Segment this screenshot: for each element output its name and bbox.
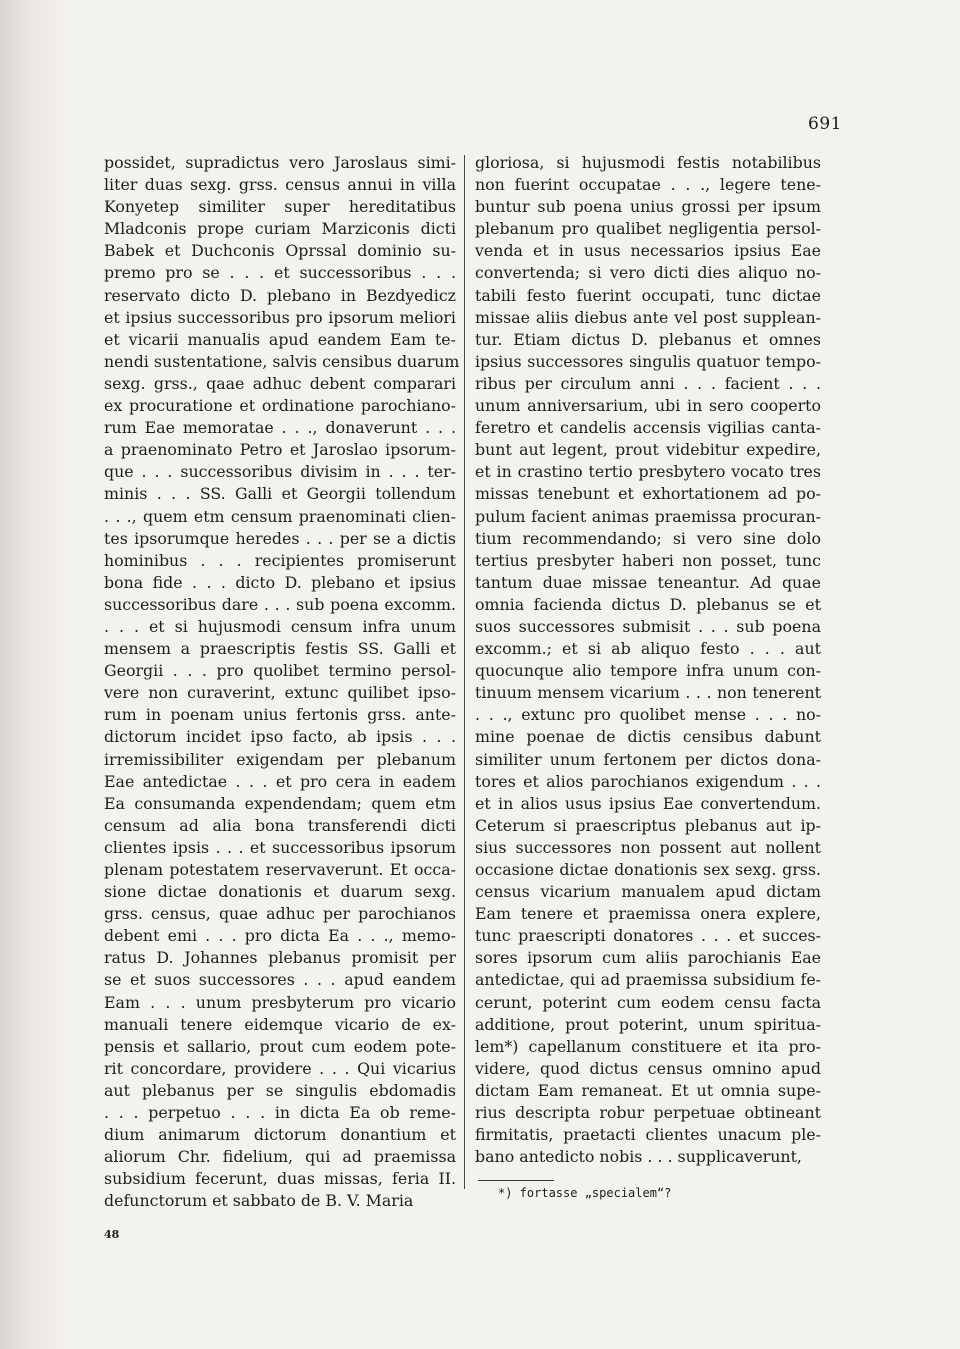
text-line: tes ipsorumque heredes . . . per se a dictis bbox=[104, 528, 456, 548]
text-line: . . ., quem etm censum praenominati clien- bbox=[104, 506, 456, 526]
footnote-divider bbox=[478, 1180, 554, 1181]
text-line: pensis et sallario, prout cum eodem pote- bbox=[104, 1036, 456, 1056]
text-line: manuali tenere eidemque vicario de ex- bbox=[104, 1014, 456, 1034]
text-line: additione, prout poterint, unum spiritua- bbox=[475, 1014, 821, 1034]
text-line: et vicarii manualis apud eandem Eam te- bbox=[104, 329, 456, 349]
text-line: se et suos successores . . . apud eandem bbox=[104, 970, 456, 990]
text-line: nendi sustentatione, salvis censibus duarum bbox=[104, 351, 460, 371]
text-line: mine poenae de dictis censibus dabunt bbox=[475, 727, 821, 747]
text-line: . . . perpetuo . . . in dicta Ea ob reme- bbox=[104, 1103, 456, 1123]
text-line: sius successores non possent aut nollent bbox=[475, 837, 821, 857]
text-line: irremissibiliter exigendam per plebanum bbox=[104, 749, 456, 769]
text-line: vere non curaverint, extunc quilibet ipso- bbox=[104, 683, 456, 703]
text-line: excomm.; et si ab aliquo festo . . . aut bbox=[475, 639, 821, 659]
text-line: Eam tenere et praemissa onera explere, bbox=[475, 904, 821, 924]
text-line: . . ., extunc pro quolibet mense . . . no- bbox=[475, 705, 821, 725]
text-line: tores et alios parochianos exigendum . . . bbox=[475, 771, 821, 791]
text-line: unum anniversarium, ubi in sero cooperto bbox=[475, 396, 821, 416]
text-line: occasione dictae donationis sex sexg. grss. bbox=[475, 860, 821, 879]
text-line: premo pro se . . . et successoribus . . . bbox=[104, 263, 456, 283]
text-line: hominibus . . . recipientes promiserunt bbox=[104, 550, 456, 570]
text-line: convertenda; si vero dicti dies aliquo no- bbox=[475, 263, 821, 283]
text-line: et in alios usus ipsius Eae convertendum. bbox=[475, 793, 821, 813]
text-line: sores ipsorum cum aliis parochianis Eae bbox=[475, 948, 821, 968]
text-line: liter duas sexg. grss. census annui in villa bbox=[104, 175, 456, 195]
text-line: missas tenebunt et exhortationem ad po- bbox=[475, 484, 821, 504]
signature-mark: 48 bbox=[104, 1228, 120, 1241]
text-line: Babek et Duchconis Oprssal dominio su- bbox=[104, 241, 456, 261]
footnote: *) fortasse „specialem“? bbox=[498, 1186, 672, 1200]
text-line: videre, quod dictus census omnino apud bbox=[475, 1058, 821, 1078]
text-line: dictorum incidet ipso facto, ab ipsis . . . bbox=[104, 727, 456, 747]
text-line: tinuum mensem vicarium . . . non tenerent bbox=[475, 683, 821, 703]
text-line: dictam Eam remaneat. Et ut omnia supe- bbox=[475, 1080, 821, 1100]
text-line: missae aliis diebus ante vel post supplean- bbox=[475, 307, 821, 327]
text-line: suos successores submisit . . . sub poena bbox=[475, 616, 821, 636]
text-line: Mladconis prope curiam Marziconis dicti bbox=[104, 219, 456, 239]
text-line: bunt aut legent, prout videbitur expedire, bbox=[475, 440, 821, 460]
text-line: Konyetep similiter super hereditatibus bbox=[104, 197, 456, 217]
text-line: Eae antedictae . . . et pro cera in eadem bbox=[104, 771, 456, 791]
text-line: antedictae, qui ad praemissa subsidium fe- bbox=[475, 970, 821, 990]
text-line: aliorum Chr. fidelium, qui ad praemissa bbox=[104, 1147, 456, 1167]
text-line: tantum duae missae teneantur. Ad quae bbox=[475, 572, 821, 592]
text-line: Ea consumanda expendendam; quem etm bbox=[104, 793, 456, 813]
text-line: ribus per circulum anni . . . facient . . . bbox=[475, 373, 821, 393]
text-line: grss. census, quae adhuc per parochianos bbox=[104, 904, 456, 924]
text-line: Ceterum si praescriptus plebanus aut ip- bbox=[475, 815, 821, 835]
text-line: plenam potestatem reservaverunt. Et occa- bbox=[104, 860, 456, 879]
text-line: ex procuratione et ordinatione parochiano- bbox=[104, 396, 456, 416]
text-line: que . . . successoribus divisim in . . . ter- bbox=[104, 462, 456, 482]
text-line: sexg. grss., qaae adhuc debent comparari bbox=[104, 373, 456, 393]
text-line: quocunque alio tempore infra unum con- bbox=[475, 661, 821, 681]
text-line: ipsius successores singulis quatuor tempo- bbox=[475, 351, 821, 371]
text-line: sione dictae donationis et duarum sexg. bbox=[104, 882, 456, 902]
text-line: rum Eae memoratae . . ., donaverunt . . . bbox=[104, 418, 456, 438]
text-line: rum in poenam unius fertonis grss. ante- bbox=[104, 705, 456, 725]
text-line: reservato dicto D. plebano in Bezdyedicz bbox=[104, 285, 456, 305]
text-line: feretro et candelis accensis vigilias canta- bbox=[475, 418, 821, 438]
text-line: subsidium fecerunt, duas missas, feria II. bbox=[104, 1169, 456, 1189]
text-line: plebanum pro qualibet negligentia persol- bbox=[475, 219, 821, 239]
text-line: firmitatis, praetacti clientes unacum ple- bbox=[475, 1125, 821, 1145]
text-line: minis . . . SS. Galli et Georgii tollendum bbox=[104, 484, 456, 504]
text-line: et in crastino tertio presbytero vocato tres bbox=[475, 462, 821, 482]
text-line: gloriosa, si hujusmodi festis notabilibus bbox=[475, 153, 821, 172]
text-line: rit concordare, providere . . . Qui vicarius bbox=[104, 1058, 456, 1078]
text-line: Eam . . . unum presbyterum pro vicario bbox=[104, 992, 456, 1012]
text-line: rius descripta robur perpetuae obtineant bbox=[475, 1103, 821, 1123]
text-line: tabili festo fuerint occupati, tunc dictae bbox=[475, 285, 821, 305]
text-line: bona fide . . . dicto D. plebano et ipsius bbox=[104, 572, 456, 592]
text-line: omnia facienda dictus D. plebanus se et bbox=[475, 594, 821, 614]
text-line: et ipsius successoribus pro ipsorum meliori bbox=[104, 307, 456, 327]
text-line: . . . et si hujusmodi censum infra unum bbox=[104, 616, 456, 636]
text-line: cerunt, poterint cum eodem censu facta bbox=[475, 992, 821, 1012]
text-line: successoribus dare . . . sub poena excomm. bbox=[104, 594, 456, 614]
page-number: 691 bbox=[808, 114, 842, 134]
text-line: similiter unum fertonem per dictos dona- bbox=[475, 749, 821, 769]
column-divider bbox=[464, 155, 465, 1189]
left-text-column bbox=[104, 152, 460, 1213]
text-line: tium recommendando; si vero sine dolo bbox=[475, 528, 821, 548]
text-line: pulum facient animas praemissa procuran- bbox=[475, 506, 821, 526]
binding-shadow bbox=[0, 0, 70, 1349]
text-line: bano antedicto nobis . . . supplicaverunt, bbox=[475, 1147, 802, 1167]
text-line: tur. Etiam dictus D. plebanus et omnes bbox=[475, 329, 821, 349]
text-line: census vicarium manualem apud dictam bbox=[475, 882, 821, 902]
text-line: Georgii . . . pro quolibet termino persol- bbox=[104, 661, 456, 681]
text-line: debent emi . . . pro dicta Ea . . ., memo- bbox=[104, 926, 456, 946]
text-line: aut plebanus per se singulis ebdomadis bbox=[104, 1080, 456, 1100]
text-line: dium animarum dictorum donantium et bbox=[104, 1125, 456, 1145]
text-line: a praenominato Petro et Jaroslao ipsorum- bbox=[104, 440, 456, 460]
text-line: non fuerint occupatae . . ., legere tene- bbox=[475, 175, 821, 195]
text-line: possidet, supradictus vero Jaroslaus simi- bbox=[104, 153, 456, 172]
text-line: ratus D. Johannes plebanus promisit per bbox=[104, 948, 456, 968]
text-line: mensem a praescriptis festis SS. Galli et bbox=[104, 639, 456, 659]
text-line: censum ad alia bona transferendi dicti bbox=[104, 815, 456, 835]
text-line: venda et in usus necessarios ipsius Eae bbox=[475, 241, 821, 261]
text-line: lem*) capellanum constituere et ita pro- bbox=[475, 1036, 821, 1056]
right-text-column bbox=[475, 152, 821, 1168]
text-line: clientes ipsis . . . et successoribus ipsorum bbox=[104, 837, 456, 857]
text-line: defunctorum et sabbato de B. V. Maria bbox=[104, 1191, 414, 1211]
text-line: tertius presbyter haberi non posset, tunc bbox=[475, 550, 821, 570]
text-line: buntur sub poena unius grossi per ipsum bbox=[475, 197, 821, 217]
text-line: tunc praescripti donatores . . . et succes- bbox=[475, 926, 821, 946]
